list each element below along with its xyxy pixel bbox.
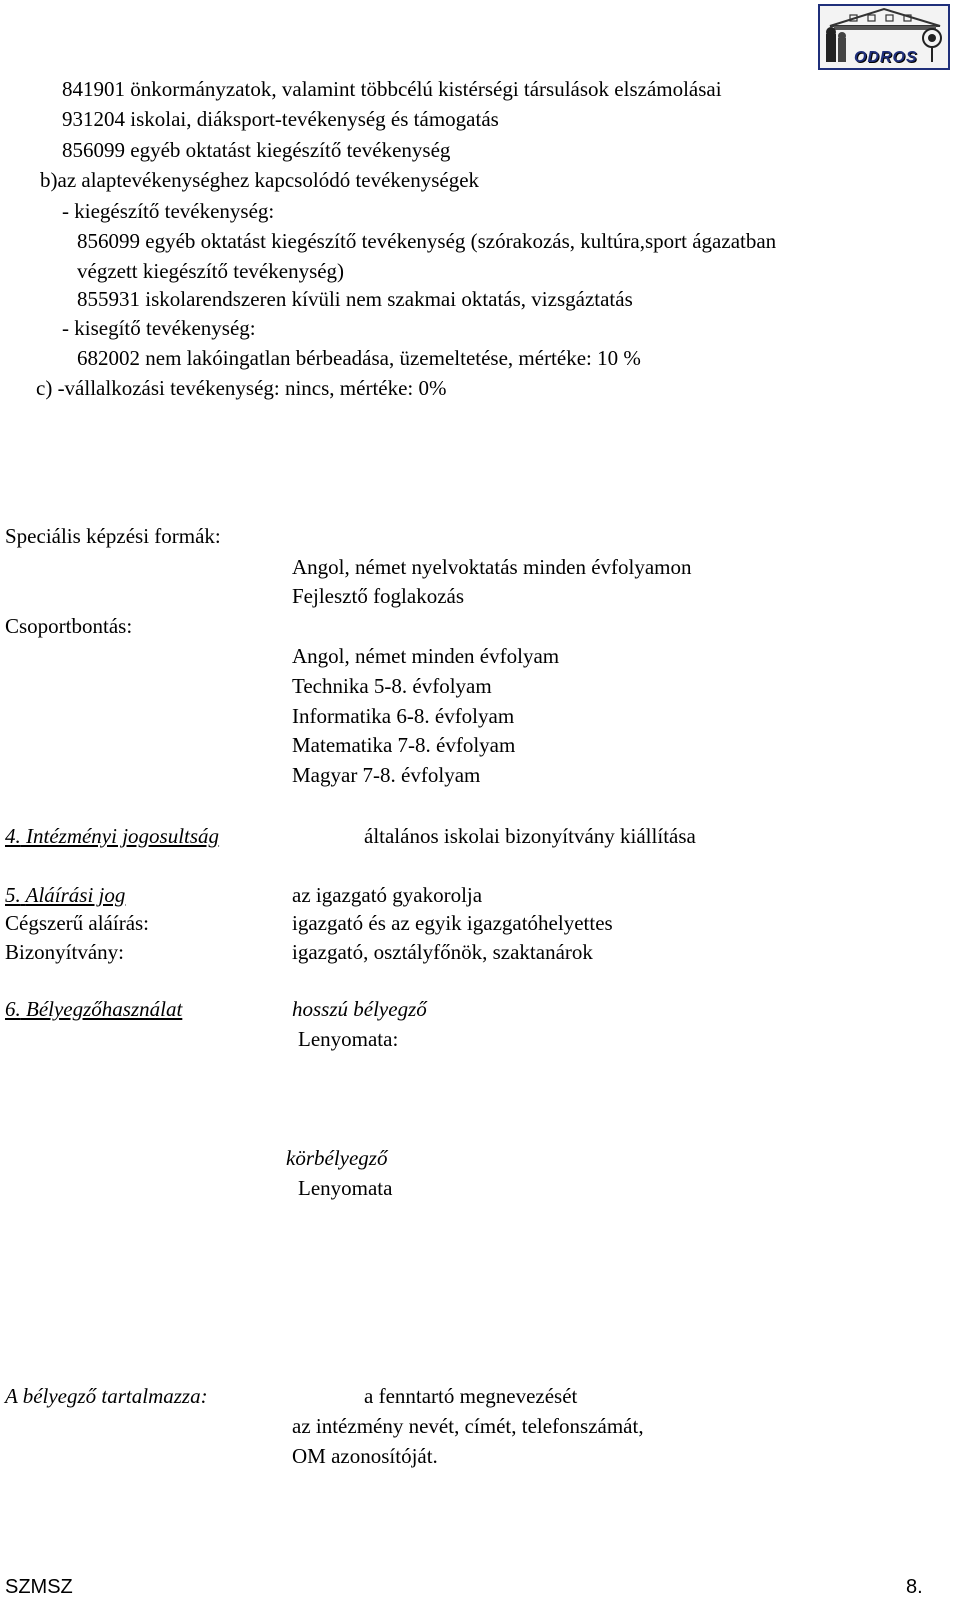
activity-subheading: - kisegítő tevékenység: <box>62 316 256 340</box>
school-logo <box>818 4 950 70</box>
section6-heading <box>5 999 182 1020</box>
activity-heading-c: c) -vállalkozási tevékenység: nincs, mértéke: 0% <box>36 376 447 400</box>
section6-number: 6. <box>5 997 21 1021</box>
round-stamp-label: körbélyegző <box>286 1146 388 1170</box>
certificate-value: igazgató, osztályfőnök, szaktanárok <box>292 940 593 964</box>
grouping-item: Technika 5-8. évfolyam <box>292 674 492 698</box>
section4-value: általános iskolai bizonyítvány kiállítása <box>364 824 696 848</box>
grouping-item: Magyar 7-8. évfolyam <box>292 763 481 787</box>
certificate-label: Bizonyítvány: <box>5 940 124 964</box>
grouping-item: Matematika 7-8. évfolyam <box>292 733 516 757</box>
stamp-contents-item: az intézmény nevét, címét, telefonszámát, <box>292 1414 644 1438</box>
grouping-item: Angol, német minden évfolyam <box>292 644 560 668</box>
section5-value: az igazgató gyakorolja <box>292 883 483 907</box>
grouping-label: Csoportbontás: <box>5 614 133 638</box>
activity-line: 856099 egyéb oktatást kiegészítő tevékenység (szórakozás, kultúra,sport ágazatban <box>77 229 777 253</box>
section6-title: Bélyegzőhasználat <box>26 997 183 1021</box>
stamp-contents-label: A bélyegző tartalmazza: <box>5 1384 208 1408</box>
footer-page-number: 8. <box>906 1576 923 1598</box>
activity-subheading: - kiegészítő tevékenység: <box>62 199 275 223</box>
company-signature-value: igazgató és az egyik igazgatóhelyettes <box>292 911 613 935</box>
activity-line: 682002 nem lakóingatlan bérbeadása, üzemeltetése, mértéke: 10 % <box>77 346 641 370</box>
activity-line: 841901 önkormányzatok, valamint többcélú kistérségi társulások elszámolásai <box>62 77 722 101</box>
footer-doc-name: SZMSZ <box>5 1576 73 1598</box>
activity-line: 855931 iskolarendszeren kívüli nem szakmai oktatás, vizsgáztatás <box>77 287 633 311</box>
activity-line: végzett kiegészítő tevékenység) <box>77 259 345 283</box>
section5-number: 5. <box>5 883 21 907</box>
stamp-contents-item: a fenntartó megnevezését <box>364 1384 578 1408</box>
special-item: Fejlesztő foglakozás <box>292 584 465 608</box>
section4-heading <box>5 826 219 847</box>
activity-heading-b: b)az alaptevékenységhez kapcsolódó tevékenységek <box>40 168 480 192</box>
section4-number: 4. <box>5 824 21 848</box>
stamp-contents-item: OM azonosítóját. <box>292 1444 438 1468</box>
section5-title: Aláírási jog <box>25 883 126 907</box>
round-stamp-imprint: Lenyomata <box>298 1176 393 1200</box>
activity-line: 931204 iskolai, diáksport-tevékenység és támogatás <box>62 107 499 131</box>
activity-line: 856099 egyéb oktatást kiegészítő tevékenység <box>62 138 451 162</box>
long-stamp-imprint: Lenyomata: <box>298 1027 399 1051</box>
logo-text: ODROS <box>854 49 918 66</box>
long-stamp-label: hosszú bélyegző <box>292 997 427 1021</box>
special-label: Speciális képzési formák: <box>5 524 221 548</box>
section4-title: Intézményi jogosultság <box>26 824 220 848</box>
section5-heading <box>5 885 125 906</box>
special-item: Angol, német nyelvoktatás minden évfolyamon <box>292 555 692 579</box>
grouping-item: Informatika 6-8. évfolyam <box>292 704 515 728</box>
company-signature-label: Cégszerű aláírás: <box>5 911 150 935</box>
